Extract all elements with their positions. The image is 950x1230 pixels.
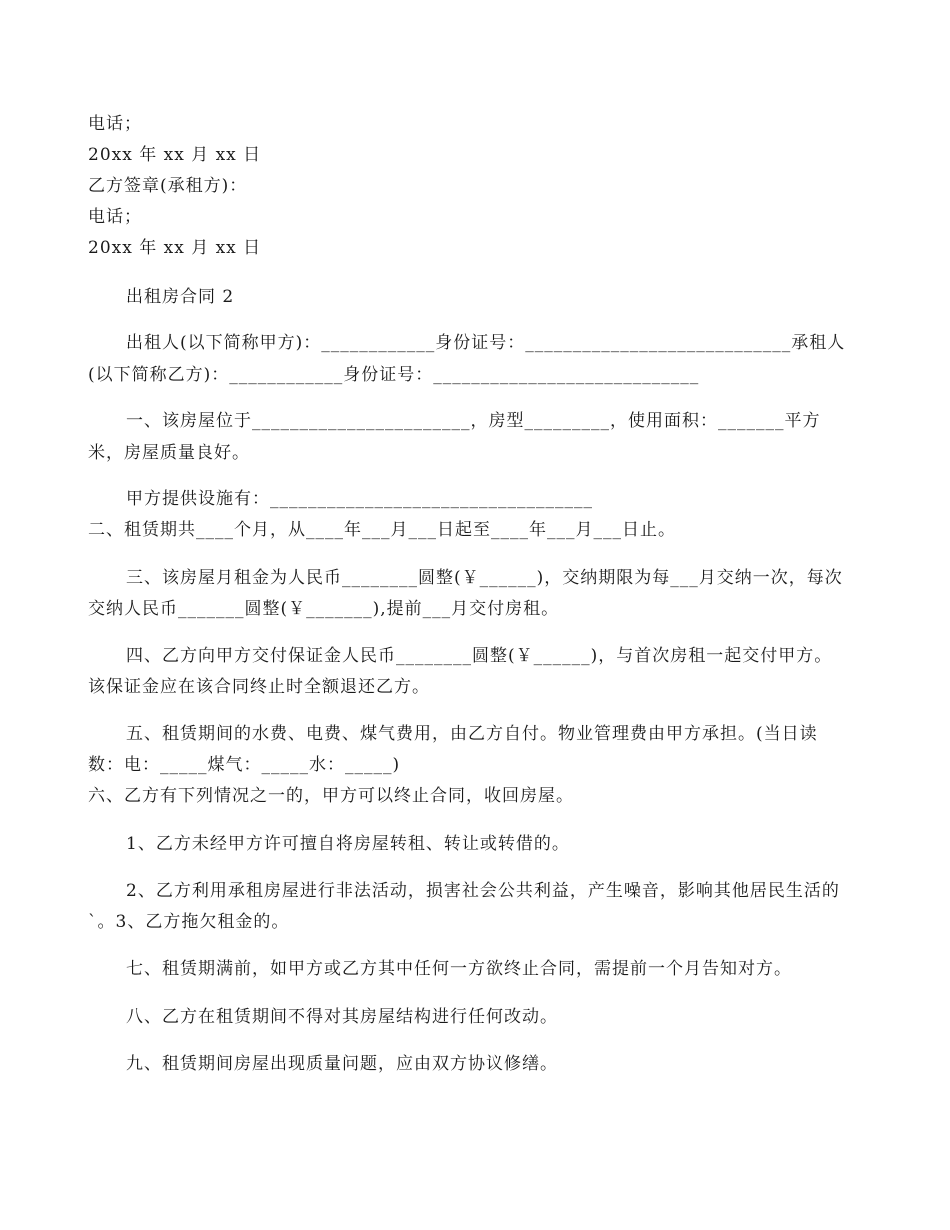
party-a-phone: 电话； (88, 114, 142, 134)
clause-2: 二、租赁期共____个月，从____年___月___日起至____年___月___日止。 (88, 520, 676, 540)
facilities-line: 甲方提供设施有：__________________________________ (126, 489, 593, 509)
clause-3-line-2: 交纳人民币_______圆整(￥_______),提前___月交付房租。 (88, 599, 560, 619)
party-b-phone: 电话； (88, 207, 142, 227)
party-b-date: 20xx 年 xx 月 xx 日 (88, 238, 262, 258)
clause-3-line-1: 三、该房屋月租金为人民币________圆整(￥______)，交纳期限为每___月交纳一次，每次 (126, 568, 843, 588)
clause-9: 九、租赁期间房屋出现质量问题，应由双方协议修缮。 (126, 1054, 558, 1074)
clause-6-item-1: 1、乙方未经甲方许可擅自将房屋转租、转让或转借的。 (126, 834, 570, 854)
clause-4-line-2: 该保证金应在该合同终止时全额退还乙方。 (88, 677, 430, 697)
clause-1-line-2: 米，房屋质量良好。 (88, 443, 250, 463)
clause-4-line-1: 四、乙方向甲方交付保证金人民币________圆整(￥______)，与首次房租一起交付甲方。 (126, 646, 833, 666)
party-a-date: 20xx 年 xx 月 xx 日 (88, 145, 262, 165)
clause-8: 八、乙方在租赁期间不得对其房屋结构进行任何改动。 (126, 1007, 558, 1027)
clause-6: 六、乙方有下列情况之一的，甲方可以终止合同，收回房屋。 (88, 786, 574, 806)
clause-6-item-2-line-2: `。3、乙方拖欠租金的。 (88, 912, 290, 932)
clause-5-line-1: 五、租赁期间的水费、电费、煤气费用，由乙方自付。物业管理费由甲方承担。(当日读 (126, 724, 818, 744)
clause-6-item-2-line-1: 2、乙方利用承租房屋进行非法活动，损害社会公共利益，产生噪音，影响其他居民生活的 (126, 881, 840, 901)
parties-line-2: (以下简称乙方)：____________身份证号：____________________________ (88, 365, 700, 385)
clause-1-line-1: 一、该房屋位于_______________________，房型_________，使用面积：_______平方 (126, 411, 821, 431)
clause-7: 七、租赁期满前，如甲方或乙方其中任何一方欲终止合同，需提前一个月告知对方。 (126, 959, 792, 979)
contract-title: 出租房合同 2 (126, 287, 235, 307)
party-b-sign: 乙方签章(承租方)： (88, 176, 248, 196)
parties-line-1: 出租人(以下简称甲方)：____________身份证号：____________________________承租人 (126, 333, 846, 353)
clause-5-line-2: 数：电：_____煤气：_____水：_____) (88, 755, 401, 775)
